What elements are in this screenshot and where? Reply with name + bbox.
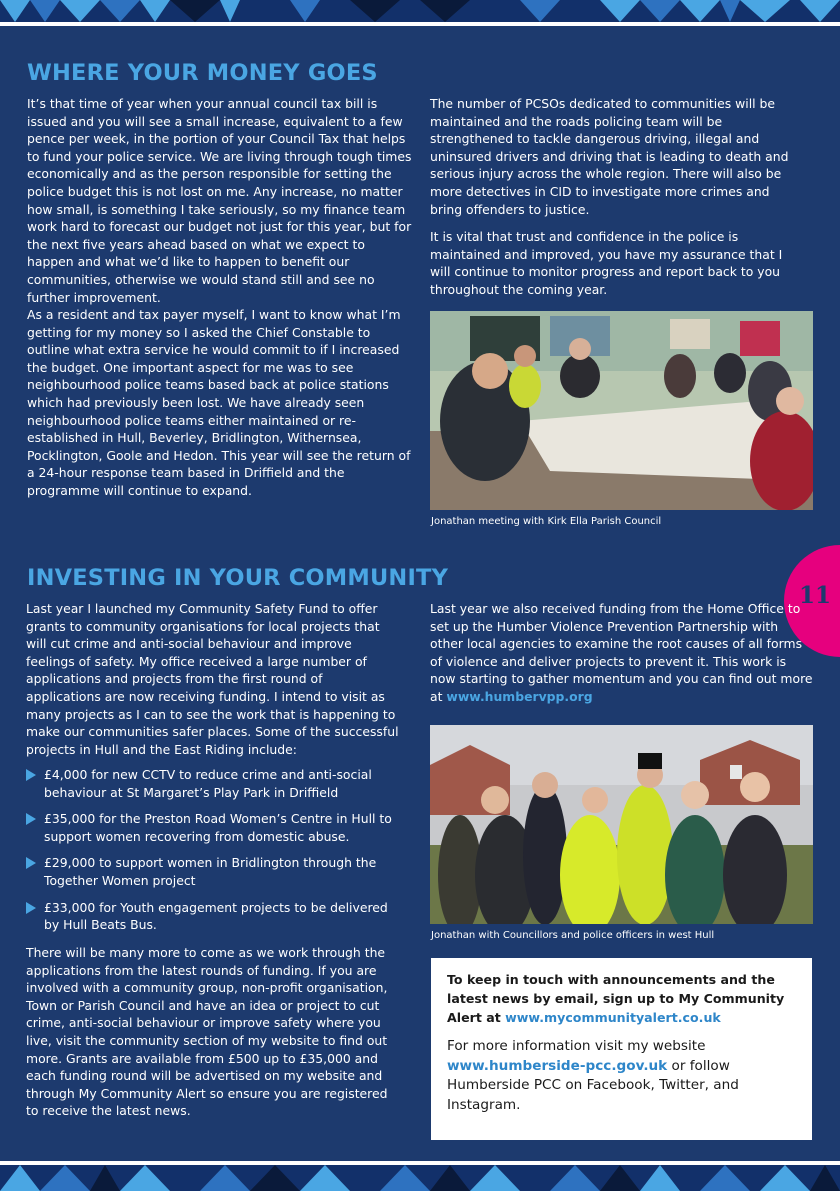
humbervpp-link[interactable]: www.humbervpp.org — [446, 688, 593, 704]
top-white-line — [0, 22, 840, 26]
contact-box-website-text: For more information visit my website www.humberside-pcc.gov.uk or follow Humberside PCC on Facebook, Twitter, and Instagram. — [447, 1038, 739, 1113]
bullet-item: £33,000 for Youth engagement projects to be delivered by Hull Beats Bus. — [26, 899, 401, 934]
funding-bullet-list — [26, 766, 401, 943]
money-right-paragraph-1: The number of PCSOs dedicated to communities will be maintained and the roads policing team will be strengthened to tackle dangerous driving, illegal and uninsured drivers and driving that is leading to death and serious injury across the whole region. There will also be more detectives in CID to investigate more crimes and bring offenders to justice. — [430, 96, 789, 217]
community-intro-paragraph: Last year I launched my Community Safety Fund to offer grants to community organisations for local projects that will cut crime and anti-social behaviour and improve feelings of safety. My office received a large number of applications and projects from the first round of applications are now receiving funding. I intend to visit as many projects as I can to see the work that is happening to make our communities safer places. Some of the successful projects in Hull and the East Riding include: — [26, 601, 399, 757]
contact-box-signup-text: To keep in touch with announcements and the latest news by email, sign up to My Community Alert at www.mycommunityalert.co.uk — [447, 972, 785, 1025]
triangle-bullet-icon — [26, 857, 36, 869]
photo-caption-parish: Jonathan meeting with Kirk Ella Parish Council — [431, 516, 662, 527]
community-right-paragraph: Last year we also received funding from the Home Office to set up the Humber Violence Prevention Partnership with other local agencies to examine the root causes of all forms of violence and deliver projects to prevent it. This work is now starting to gather momentum and you can find out more at www.humbervpp.org — [430, 601, 813, 704]
bullet-item: £4,000 for new CCTV to reduce crime and anti-social behaviour at St Margaret’s Play Park in Driffield — [26, 766, 401, 801]
mycommunityalert-link[interactable]: www.mycommunityalert.co.uk — [505, 1010, 721, 1025]
photo-councillors-west-hull — [430, 725, 813, 924]
bullet-item: £35,000 for the Preston Road Women’s Centre in Hull to support women recovering from domestic abuse. — [26, 810, 401, 845]
humberside-pcc-link[interactable]: www.humberside-pcc.gov.uk — [447, 1057, 668, 1074]
section-title-money: WHERE YOUR MONEY GOES — [27, 60, 378, 86]
money-left-paragraph: It’s that time of year when your annual council tax bill is issued and you will see a small increase, equivalent to a few pence per week, in the portion of your Council Tax that helps to fund your police service. We are living through tough times economically and as the person responsible for setting the police budget this is not lost on me. Any increase, no matter how small, is something I take seriously, so my finance team work hard to forecast our budget not just for this year, but for the next five years ahead based on what we expect to happen and what we’d like to happen to benefit our communities, otherwise we would stand still and see no further improvement. — [27, 96, 412, 305]
photo-caption-west-hull: Jonathan with Councillors and police officers in west Hull — [431, 930, 715, 941]
bottom-decorative-band — [0, 1165, 840, 1191]
triangle-bullet-icon — [26, 813, 36, 825]
page-number: 11 — [798, 582, 831, 609]
photo-parish-council-meeting — [430, 311, 813, 510]
top-decorative-band — [0, 0, 840, 22]
money-right-paragraph-2: It is vital that trust and confidence in the police is maintained and improved, you have my assurance that I will continue to monitor progress and report back to you throughout the coming year. — [430, 229, 783, 297]
triangle-bullet-icon — [26, 769, 36, 781]
triangle-bullet-icon — [26, 902, 36, 914]
bullet-item: £29,000 to support women in Bridlington through the Together Women project — [26, 854, 401, 889]
community-outro-paragraph: There will be many more to come as we work through the applications from the latest rounds of funding. If you are involved with a community group, non-profit organisation, Town or Parish Council and have an idea or project to cut crime, anti-social behaviour or improve safety where you live, visit the community section of my website to find out more. Grants are available from £500 up to £35,000 and each funding round will be advertised on my website and through My Community Alert so ensure you are registered to receive the latest news. — [26, 945, 388, 1119]
contact-info-box — [431, 958, 812, 1140]
section-title-community: INVESTING IN YOUR COMMUNITY — [27, 565, 449, 591]
money-left-paragraph-2: As a resident and tax payer myself, I want to know what I’m getting for my money so I asked the Chief Constable to outline what extra service he would commit to if I increased the budget. One important aspect for me was to see neighbourhood police teams based back at police stations which had previously been lost. We have already seen neighbourhood police teams either maintained or re-established in Hull, Beverley, Bridlington, Withernsea, Pocklington, Goole and Hedon. This year will see the return of a 24-hour response team based in Driffield and the programme will continue to expand. — [27, 307, 411, 498]
